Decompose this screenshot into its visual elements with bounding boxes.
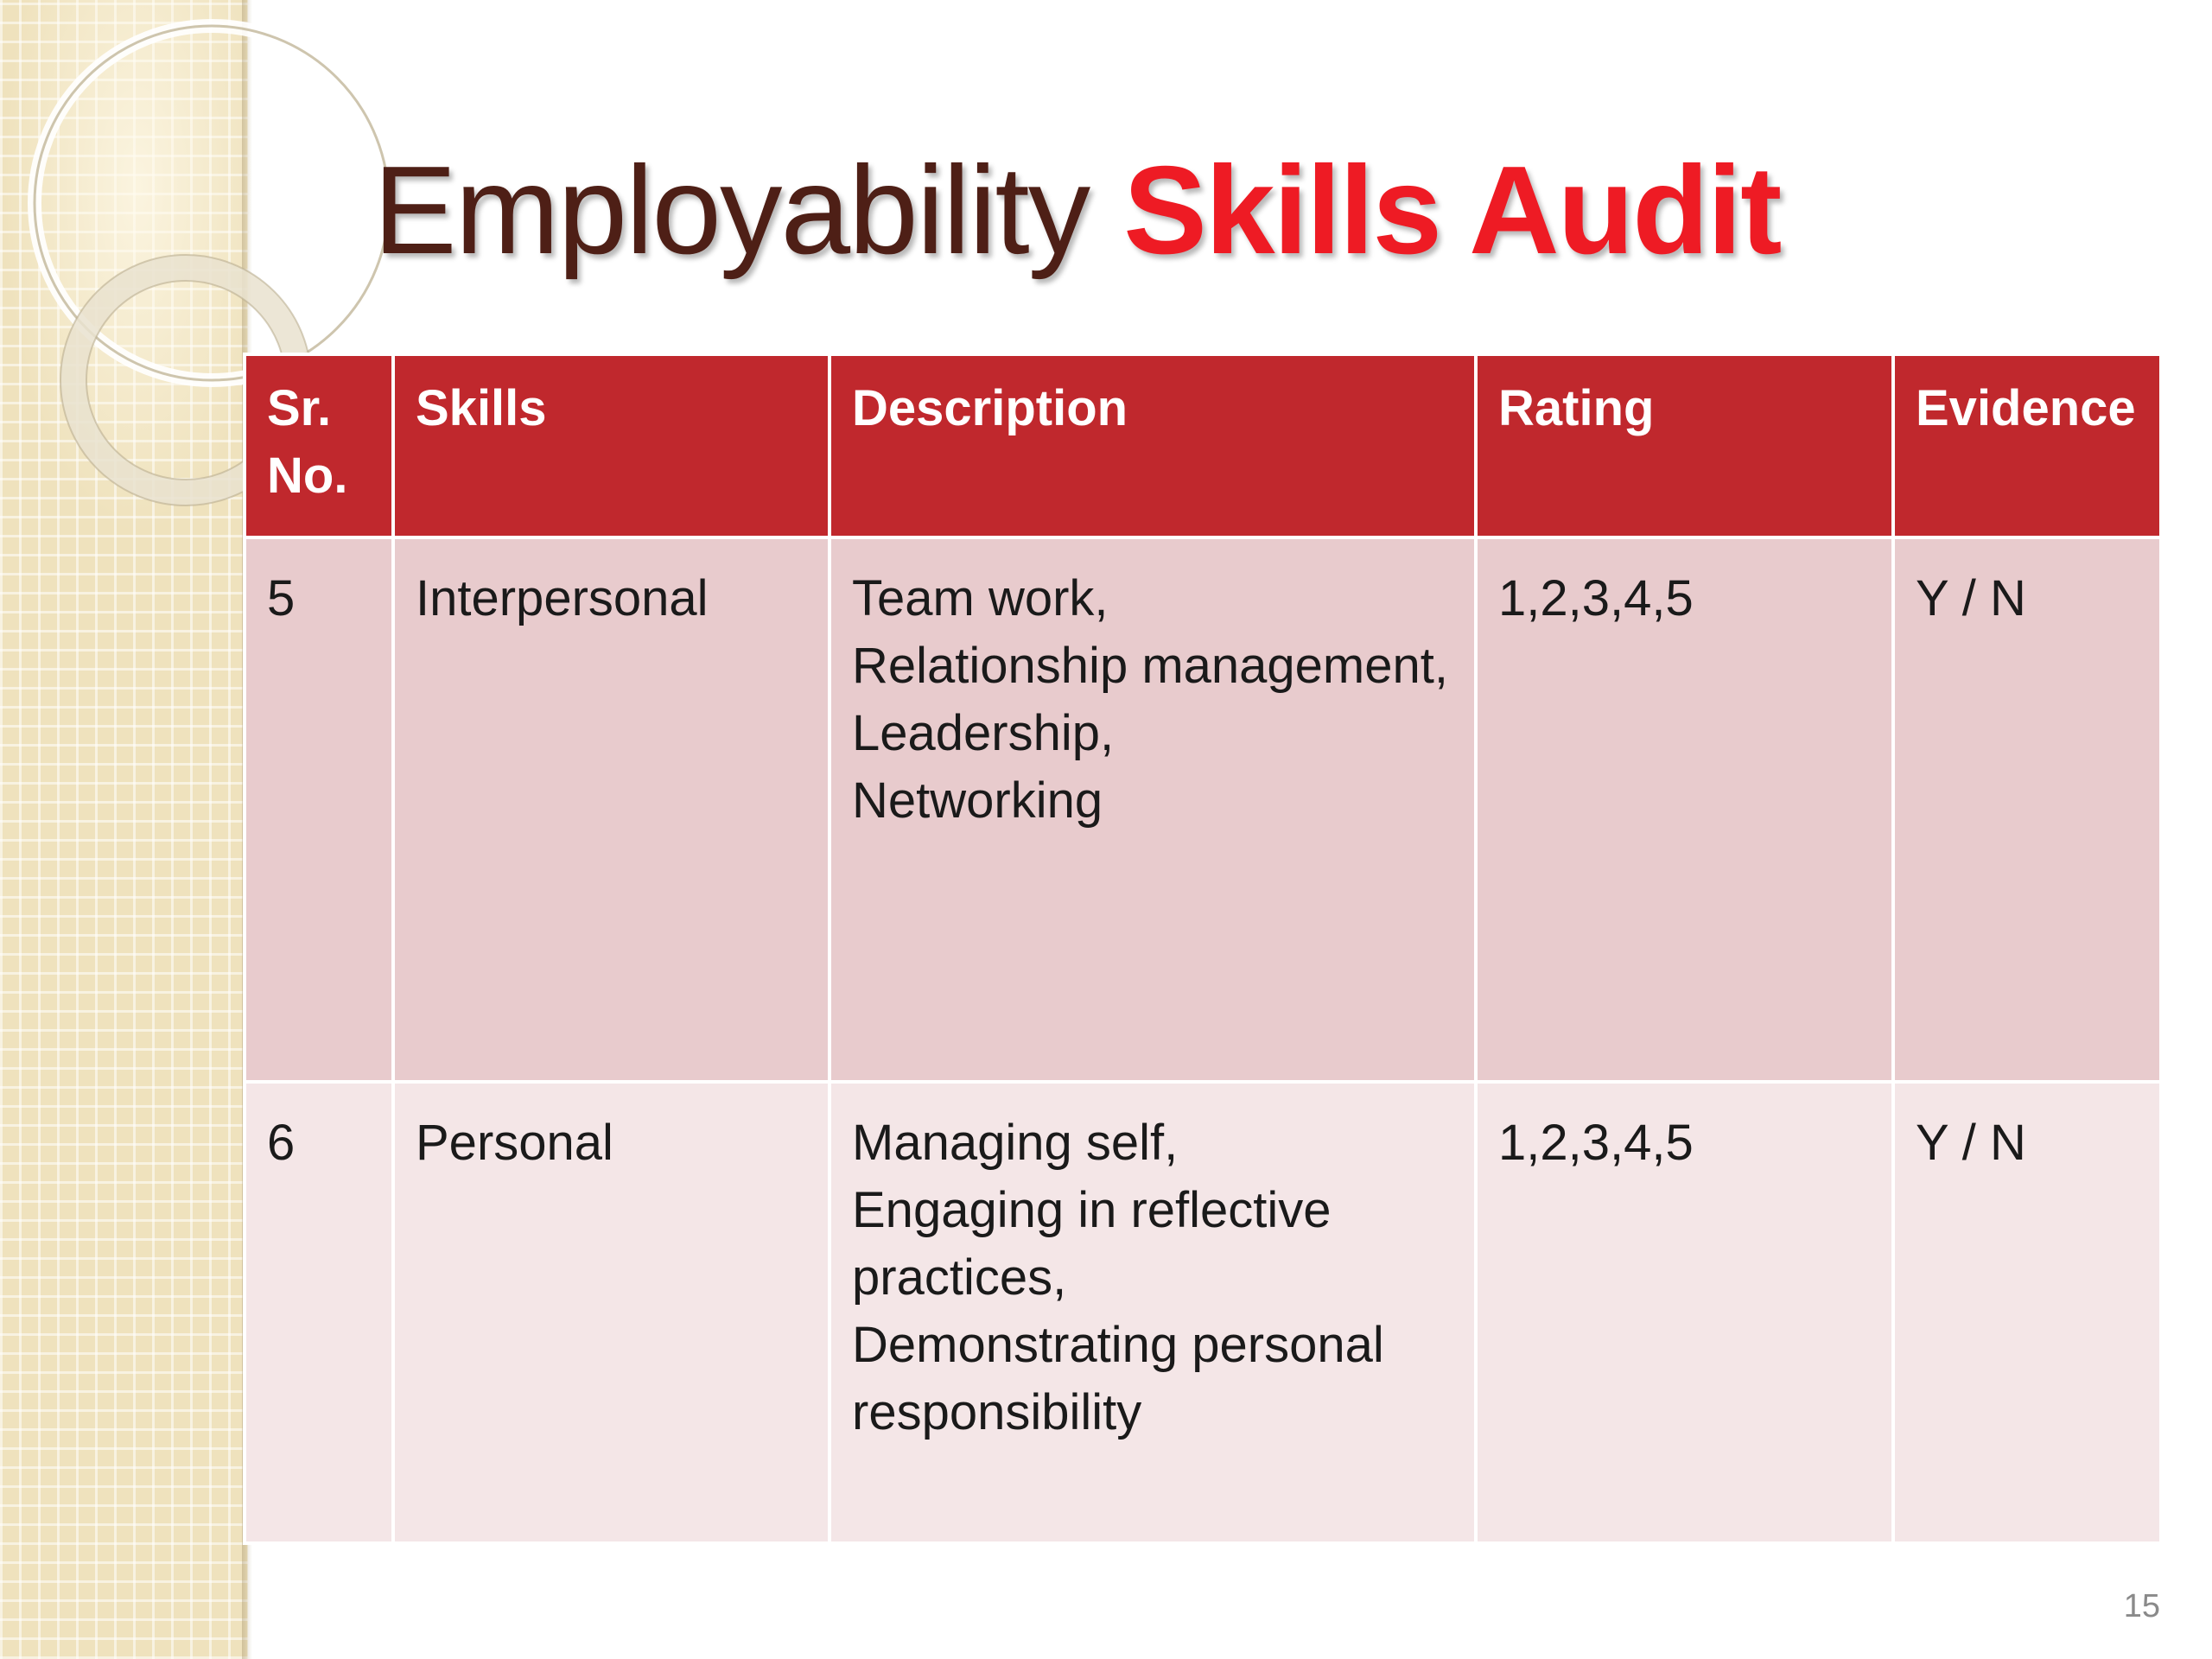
title-part-employability: Employability [373,140,1090,280]
cell-skill: Personal [393,1082,830,1543]
cell-sr-no: 6 [245,1082,393,1543]
cell-evidence: Y / N [1893,1082,2161,1543]
slide-title [373,138,1780,283]
table-row [245,1082,2161,1543]
skills-audit-table [243,353,2163,1545]
decorative-rings-icon [0,0,276,553]
cell-sr-no: 5 [245,537,393,1082]
header-sr-no: Sr. No. [245,354,393,537]
description-line: Relationship management, [852,638,1448,694]
description-line: Networking [852,772,1103,829]
cell-rating: 1,2,3,4,5 [1476,1082,1893,1543]
page-number: 15 [2123,1588,2160,1624]
header-skills: Skills [393,354,830,537]
table-row [245,537,2161,1082]
table-header-row [245,354,2161,537]
description-line: Managing self, [852,1115,1179,1171]
description-line: Leadership, [852,705,1115,761]
cell-description [830,1082,1476,1543]
description-line: Team work, [852,570,1109,626]
description-line: Demonstrating personal responsibility [852,1317,1384,1440]
header-evidence: Evidence [1893,354,2161,537]
description-line: Engaging in reflective practices, [852,1182,1332,1306]
cell-skill: Interpersonal [393,537,830,1082]
cell-rating: 1,2,3,4,5 [1476,537,1893,1082]
header-rating: Rating [1476,354,1893,537]
cell-evidence: Y / N [1893,537,2161,1082]
title-part-skills-audit: Skills Audit [1123,140,1781,280]
cell-description [830,537,1476,1082]
header-description: Description [830,354,1476,537]
